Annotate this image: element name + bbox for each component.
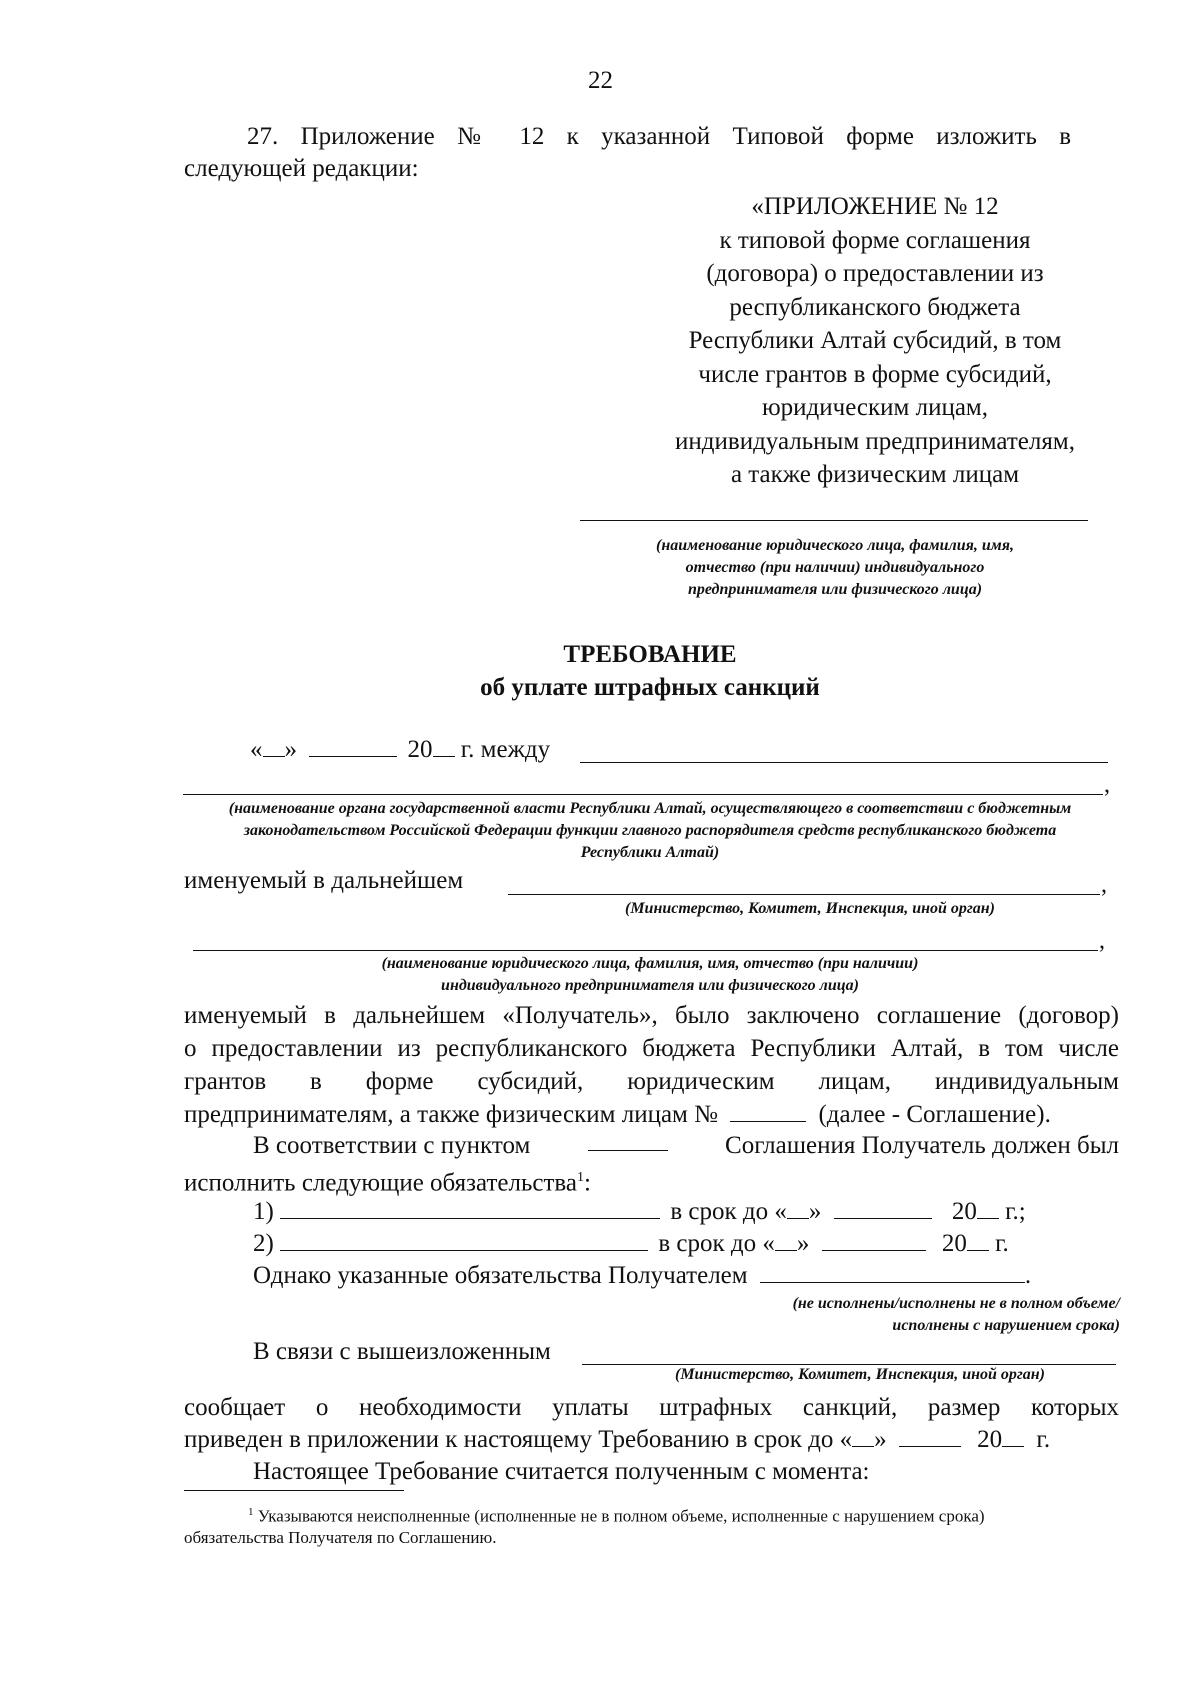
however-caption: (не исполнены/исполнены не в полном объеме/исполнены с нарушением срока) — [792, 1295, 1120, 1334]
however-period: . — [1024, 1262, 1032, 1289]
obligation-1-num: 1) — [253, 1198, 274, 1225]
obligation-2-month-blank — [822, 1230, 926, 1251]
body-line-3: грантов в форме субсидий, юридическим лицам, индивидуальным — [184, 1068, 1119, 1095]
agreement-number-blank — [730, 1101, 806, 1122]
footnote-mark: 1 — [248, 1506, 254, 1518]
footnote-line-1 — [248, 1500, 985, 1529]
date-year-blank — [433, 736, 455, 757]
obligation-1-end: г.; — [1005, 1198, 1026, 1225]
date-month-blank — [309, 736, 397, 757]
body-line-1: именуемый в дальнейшем «Получатель», было заключено соглашение (договор) — [184, 1002, 1119, 1029]
obligation-2 — [253, 1228, 1009, 1260]
recipient-2-blank-line — [193, 950, 1098, 951]
obligation-1 — [253, 1196, 1026, 1228]
point-number-blank — [588, 1130, 668, 1151]
obligation-1-year: 20 — [951, 1198, 977, 1225]
organ-line-comma: , — [1104, 772, 1110, 798]
body-line-4 — [184, 1099, 1051, 1131]
date-quote-close: » — [284, 736, 297, 763]
date-day-blank — [263, 736, 285, 757]
appendix-block — [640, 190, 1110, 492]
obligation-2-term-close: » — [796, 1230, 810, 1257]
body-line-6-text: исполнить следующие обязательства — [184, 1169, 577, 1197]
appendix-line: а также физическим лицам — [730, 461, 1020, 488]
named-caption: (Министерство, Комитет, Инспекция, иной орган) — [625, 900, 995, 917]
notice-line-2 — [184, 1424, 1050, 1456]
body-line-5-start: В соответствии с пунктом — [253, 1132, 531, 1159]
notice-line-2-text: приведен в приложении к настоящему Требованию в срок до « — [184, 1426, 853, 1453]
however-line — [253, 1260, 1031, 1292]
obligation-1-blank — [280, 1198, 660, 1219]
in-connection-caption: (Министерство, Комитет, Инспекция, иной орган) — [675, 1366, 1045, 1383]
notice-line-1: сообщает о необходимости уплаты штрафных санкций, размер которых — [184, 1394, 1119, 1421]
date-line — [250, 735, 550, 765]
obligation-2-term: в срок до « — [658, 1230, 775, 1257]
appendix-line: «ПРИЛОЖЕНИЕ № 12 — [751, 193, 999, 220]
appendix-line: индивидуальным предпринимателям, — [675, 427, 1075, 455]
footnote-ref: 1 — [576, 1170, 584, 1185]
body-line-4-start: предпринимателям, а также физическим лицам № — [184, 1101, 718, 1128]
in-connection-text: В связи с вышеизложенным — [253, 1338, 551, 1365]
obligation-2-year: 20 — [941, 1230, 967, 1257]
named-label: именуемый в дальнейшем — [184, 867, 464, 894]
date-year-suffix: г. между — [460, 736, 551, 763]
obligation-2-end: г. — [995, 1230, 1009, 1257]
notice-year-suffix: г. — [1036, 1426, 1051, 1453]
recipient-caption: (наименование юридического лица, фамилия, имя, отчество (при наличии) индивидуального предпринимателя или физического лица) — [656, 537, 1014, 598]
body-line-4-end: (далее - Соглашение). — [818, 1101, 1051, 1128]
however-text: Однако указанные обязательства Получателем — [253, 1262, 748, 1289]
item-27-line-1: 27. Приложение № 12 к указанной Типовой форме изложить в — [247, 123, 1071, 150]
organ-caption: (наименование органа государственной власти Республики Алтай, осуществляющего в соответствии с бюджетным законодательством Российской Федерации функции главного распорядителя средств республиканского бюджета Республики Алтай) — [228, 800, 1072, 861]
recipient-2-comma: , — [1099, 928, 1105, 954]
body-line-2: о предоставлении из республиканского бюджета Республики Алтай, в том числе — [184, 1035, 1119, 1062]
received-text: Настоящее Требование считается полученным с момента: — [253, 1458, 870, 1485]
notice-day-blank — [852, 1426, 874, 1447]
appendix-line: юридическим лицам, — [761, 394, 989, 421]
notice-month-blank — [899, 1426, 961, 1447]
body-line-6-end: : — [583, 1169, 591, 1197]
obligation-2-year-blank — [967, 1230, 989, 1251]
obligation-1-term: в срок до « — [670, 1198, 787, 1225]
body-line-5 — [253, 1130, 1119, 1162]
appendix-line: (договора) о предоставлении из — [706, 260, 1044, 287]
date-year-prefix: 20 — [407, 736, 433, 763]
body-line-5-end: Соглашения Получатель должен был — [725, 1132, 1119, 1159]
notice-year-blank — [1002, 1426, 1024, 1447]
notice-quote-close: » — [874, 1426, 887, 1453]
obligation-1-year-blank — [977, 1198, 999, 1219]
page-number: 22 — [588, 67, 613, 94]
obligation-2-day-blank — [775, 1230, 797, 1251]
named-line-comma: , — [1101, 872, 1107, 898]
named-blank-line — [508, 894, 1100, 895]
appendix-line: Республики Алтай субсидий, в том — [688, 327, 1062, 354]
footnote-line-2: обязательства Получателя по Соглашению. — [184, 1528, 497, 1547]
document-subtitle: об уплате штрафных санкций — [480, 674, 820, 701]
footnote-separator — [184, 1490, 404, 1491]
obligation-1-term-close: » — [808, 1198, 822, 1225]
appendix-line: числе грантов в форме субсидий, — [698, 360, 1052, 388]
obligation-2-num: 2) — [253, 1230, 274, 1257]
notice-year: 20 — [977, 1426, 1003, 1453]
organ-blank-line — [183, 794, 1103, 795]
between-blank-line — [580, 762, 1108, 763]
recipient-blank-line — [580, 520, 1088, 521]
appendix-line: к типовой форме соглашения — [719, 226, 1031, 254]
appendix-line: республиканского бюджета — [729, 293, 1021, 321]
obligation-2-blank — [280, 1230, 648, 1251]
body-line-6 — [184, 1162, 591, 1199]
footnote-text-1: Указываются неисполненные (исполненные не в полном объеме, исполненные с нарушением срока) — [257, 1506, 985, 1526]
item-27-line-2: следующей редакции: — [184, 155, 419, 182]
obligation-1-day-blank — [787, 1198, 809, 1219]
document-title: ТРЕБОВАНИЕ — [563, 641, 737, 668]
date-quote-open: « — [250, 736, 263, 763]
however-blank — [760, 1262, 1025, 1283]
obligation-1-month-blank — [834, 1198, 932, 1219]
recipient-2-caption: (наименование юридического лица, фамилия, имя, отчество (при наличии) индивидуального предпринимателя или физического лица) — [381, 955, 919, 994]
